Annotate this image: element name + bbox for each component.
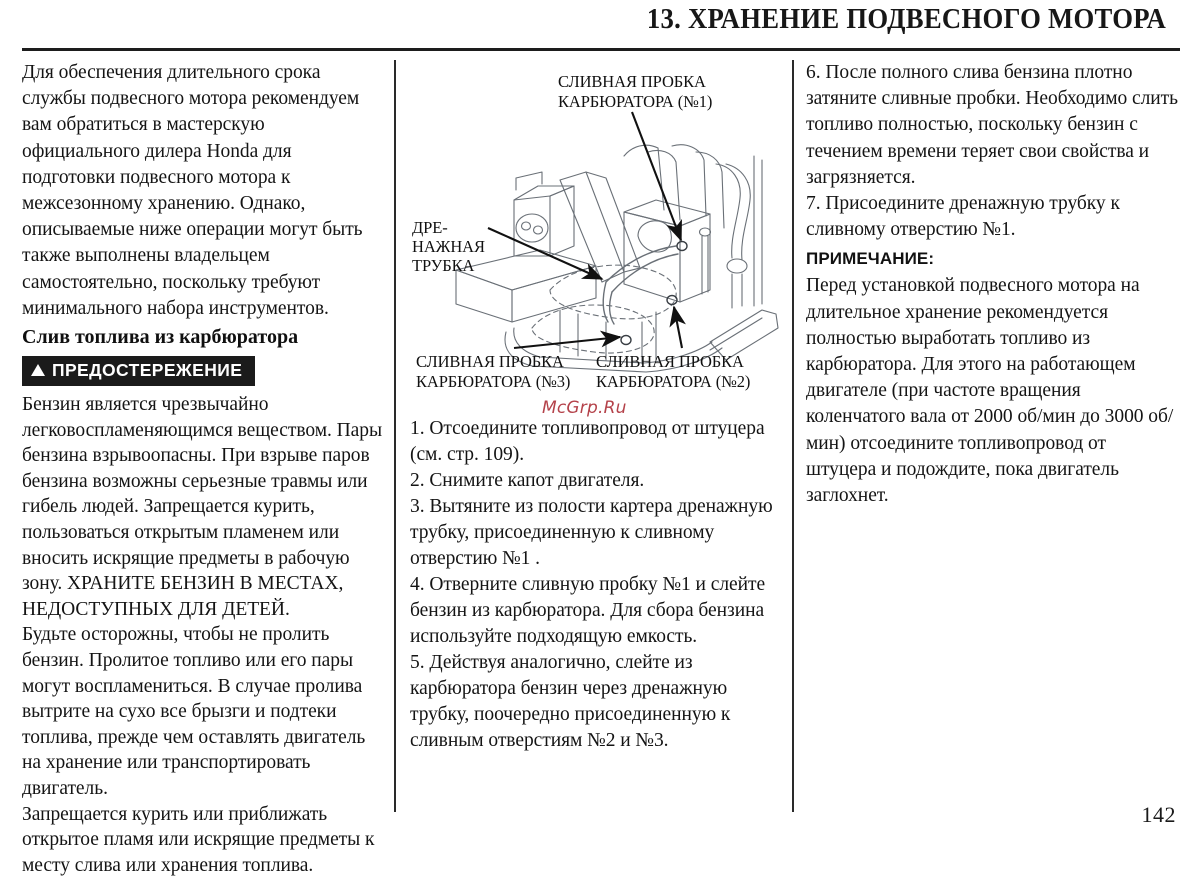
page-header (0, 4, 1180, 34)
warning-body (22, 392, 384, 878)
figure-label-drain-plug-1 (558, 72, 712, 111)
figure-label-drain-plug-2 (596, 352, 750, 391)
step-3: 3. Вытяните из полости картера дренажную трубку, присоединенную к сливному отверстию №1 . (410, 496, 773, 569)
step-4: 4. Отверните сливную пробку №1 и слейте бензин из карбюратора. Для сбора бензина используйте подходящую емкость. (410, 574, 766, 647)
intro-paragraph: Для обеспечения длительного срока службы подвесного мотора рекомендуем вам обратиться в мастерскую официального дилера Honda для подготовки подвесного мотора к межсезонному хранению. Однако, описываемые ниже операции могут быть также выполнены владельцем самостоятельно, поскольку требуют минимального набора инструментов. (22, 62, 363, 319)
warning-paragraph-3: Запрещается курить или приближать открытое пламя или искрящие предметы к месту слива или хранения топлива. (22, 803, 375, 876)
figure-label-drain-plug-2-line1: СЛИВНАЯ ПРОБКА (596, 352, 744, 371)
section-heading-fuel-drain: Слив топлива из карбюратора (22, 326, 299, 349)
warning-paragraph-2: Будьте осторожны, чтобы не пролить бензин. Пролитое топливо или его пары могут воспламениться. В случае пролива вытрите на сухо все брызги и подтеки топлива, прежде чем оставлять двигатель на хранение или транспортировать двигатель. (22, 624, 366, 799)
figure-label-drain-tube-line3: ТРУБКА (412, 256, 475, 275)
note-body: Перед установкой подвесного мотора на длительное хранение рекомендуется полностью выработать топливо из карбюратора. Для этого на работающем двигателе (при частоте вращения коленчатого вала от 2000 об/мин до 3000 об/мин) отсоедините топливопровод от штуцера и подождите, пока двигатель заглохнет. (806, 275, 1174, 507)
step-1: 1. Отсоедините топливопровод от штуцера (см. стр. 109). (410, 418, 765, 465)
figure-label-drain-plug-3-line2: КАРБЮРАТОРА (№3) (416, 371, 571, 391)
figure-carburetor-drain (410, 60, 782, 418)
figure-label-drain-tube (412, 218, 486, 275)
warning-badge (22, 356, 255, 386)
warning-triangle-icon (31, 364, 45, 376)
column-divider-left (394, 60, 396, 812)
content-columns (22, 60, 1180, 876)
left-column (22, 60, 384, 878)
step-5: 5. Действуя аналогично, слейте из карбюратора бензин через дренажную трубку, поочередно присоединенную к сливным отверстиям №2 и №3. (410, 652, 731, 751)
warning-paragraph-1: Бензин является чрезвычайно легковоспламеняющимся веществом. Пары бензина взрывоопасны. При взрыве паров бензина возможны серьезные травмы или гибель людей. Запрещается курить, пользоваться открытым пламенем или вносить искрящие предметы в рабочую зону. ХРАНИТЕ БЕНЗИН В МЕСТАХ, НЕДОСТУПНЫХ ДЛЯ ДЕТЕЙ. (22, 394, 383, 620)
figure-label-drain-plug-3 (416, 352, 570, 391)
note-heading: ПРИМЕЧАНИЕ: (806, 249, 935, 269)
site-watermark: McGrp.Ru (542, 398, 627, 418)
right-column (806, 60, 1180, 509)
figure-label-drain-plug-3-line1: СЛИВНАЯ ПРОБКА (416, 352, 564, 371)
middle-column (410, 60, 782, 754)
figure-label-drain-plug-1-line1: СЛИВНАЯ ПРОБКА (558, 72, 706, 91)
warning-badge-label: ПРЕДОСТЕРЕЖЕНИЕ (52, 360, 243, 381)
figure-label-drain-tube-line2: НАЖНАЯ (412, 237, 485, 256)
step-2: 2. Снимите капот двигателя. (410, 470, 645, 491)
procedure-steps-1-5 (410, 416, 782, 754)
figure-label-drain-plug-1-line2: КАРБЮРАТОРА (№1) (558, 91, 713, 111)
page-title: 13. ХРАНЕНИЕ ПОДВЕСНОГО МОТОРА (646, 3, 1166, 35)
step-6: 6. После полного слива бензина плотно затяните сливные пробки. Необходимо слить топливо полностью, поскольку бензин с течением времени теряет свои свойства и загрязняется. (806, 62, 1178, 188)
header-divider-rule (22, 48, 1180, 51)
figure-label-drain-tube-line1: ДРЕ- (412, 218, 448, 237)
figure-label-drain-plug-2-line2: КАРБЮРАТОРА (№2) (596, 371, 751, 391)
page-number: 142 (1141, 802, 1176, 827)
step-7: 7. Присоедините дренажную трубку к сливному отверстию №1. (806, 193, 1120, 241)
column-divider-right (792, 60, 794, 812)
